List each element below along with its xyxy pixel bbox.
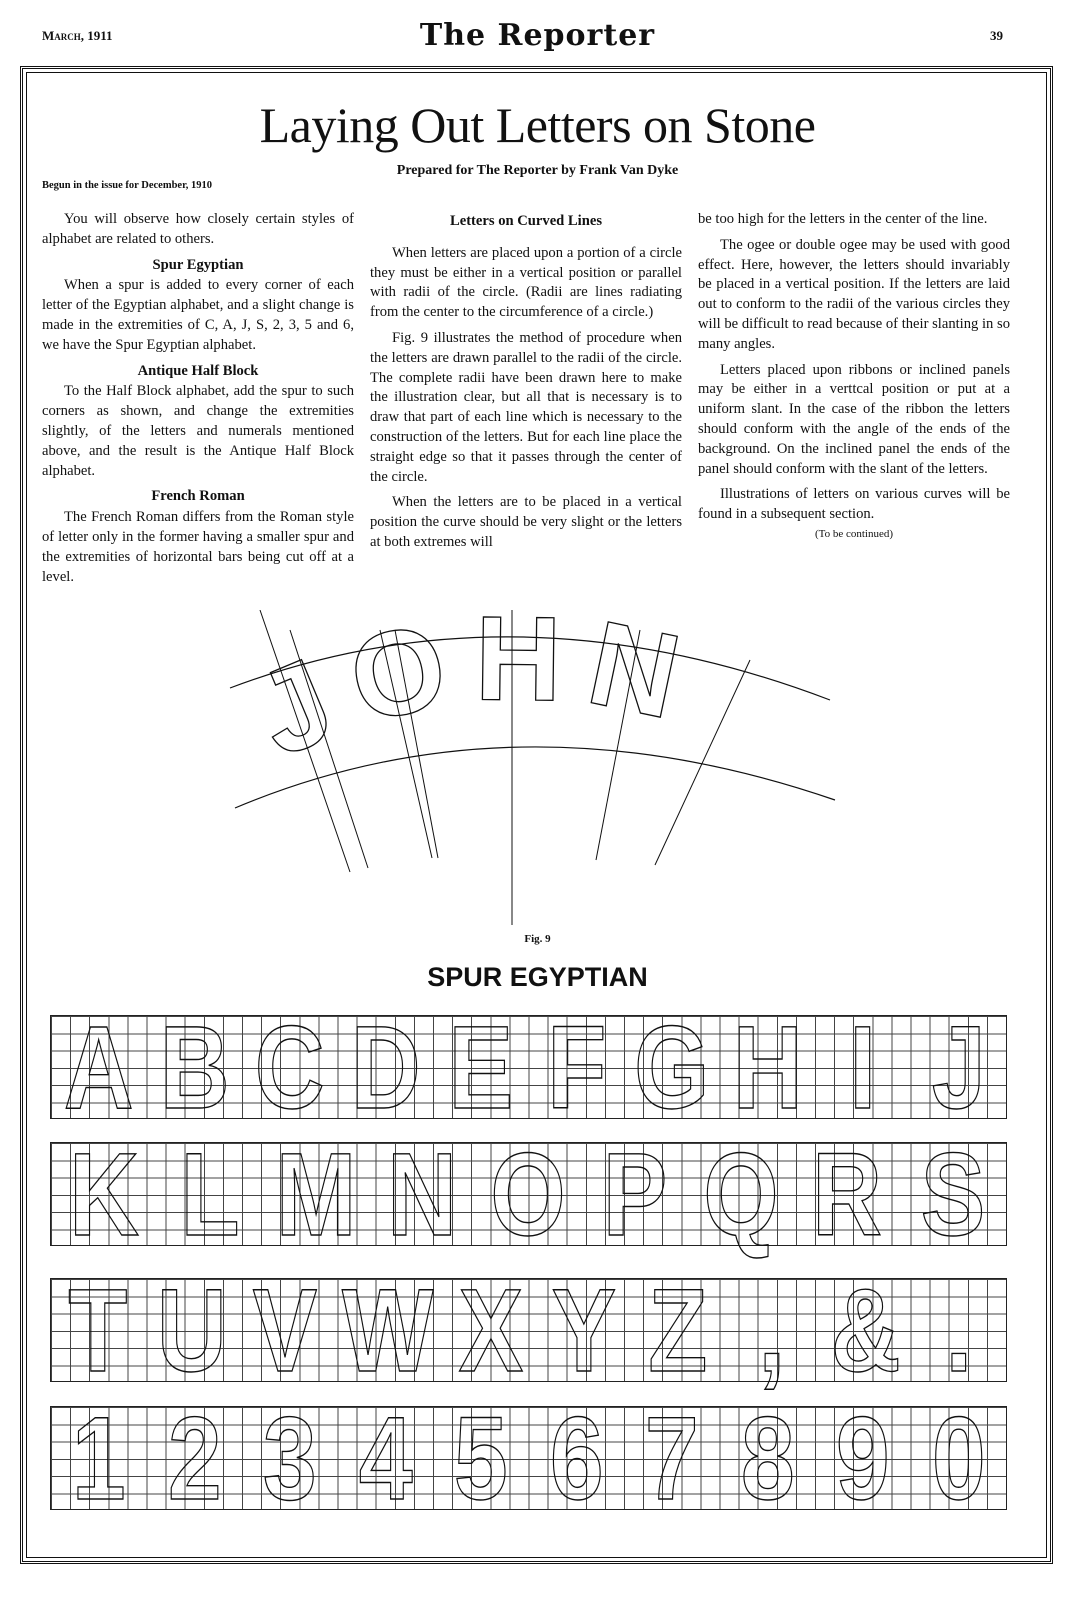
alphabet-row-1 bbox=[50, 1002, 1007, 1134]
column-3 bbox=[698, 210, 1010, 545]
paragraph: When a spur is added to every corner of each letter of the Egyptian alphabet, and a slight change is made in the extremities of C, A, J, S, 2, 3, 5 and 6, we have the Spur Egyptian alphabet. bbox=[42, 277, 354, 353]
alphabet-glyph: K bbox=[69, 1129, 139, 1261]
article-title: Laying Out Letters on Stone bbox=[259, 97, 816, 153]
paragraph: Fig. 9 illustrates the method of procedure when the letters are drawn parallel to the radii of the circle. The complete radii have been drawn here to make the illustration clear, but all that is necessary is to draw that part of each line which is necessary to the construction of the letters. But for each line place the straight edge so that it passes through the center of the circle. bbox=[370, 329, 682, 485]
paragraph: To the Half Block alphabet, add the spur to such corners as shown, and change the extremities slightly, of the letters and numerals mentioned above, and the result is the Antique Half Block alphabet. bbox=[42, 383, 354, 479]
alphabet-glyph: 1 bbox=[71, 1393, 126, 1525]
alphabet-glyph: Z bbox=[648, 1265, 708, 1397]
series-note: Begun in the issue for December, 1910 bbox=[42, 180, 213, 191]
alphabet-glyph: O bbox=[490, 1129, 567, 1261]
alphabet-glyph: C bbox=[254, 1002, 325, 1134]
alphabet-glyph: 4 bbox=[358, 1393, 413, 1525]
alphabet-glyph: I bbox=[849, 1002, 877, 1134]
alphabet-glyph: Q bbox=[703, 1129, 779, 1261]
alphabet-glyph: , bbox=[758, 1265, 786, 1397]
alphabet-glyph: J bbox=[931, 1002, 986, 1134]
paragraph: The ogee or double ogee may be used with good effect. Here, however, the letters should invariably be placed in a vertical position. If the letters are laid out to conform to the radii of the various circles they will be difficult to read because of their slanting in so many angles. bbox=[698, 236, 1010, 352]
alphabet-glyph: 3 bbox=[262, 1393, 317, 1525]
alphabet-glyph: F bbox=[546, 1002, 606, 1134]
alphabet-glyph: L bbox=[180, 1129, 240, 1261]
alphabet-glyph: D bbox=[350, 1002, 421, 1134]
issue-date: March, 1911 bbox=[42, 28, 113, 43]
column-1 bbox=[42, 210, 354, 593]
alphabet-row-3 bbox=[50, 1265, 1007, 1397]
continued-note: (To be continued) bbox=[814, 527, 894, 540]
alphabet-glyph: B bbox=[159, 1002, 230, 1134]
subheading: Antique Half Block bbox=[137, 362, 259, 379]
alphabet-glyph: . bbox=[945, 1265, 973, 1397]
figure-caption: Fig. 9 bbox=[524, 933, 551, 945]
figure-word-text: JOHN bbox=[237, 610, 712, 783]
alphabet-title: SPUR EGYPTIAN bbox=[427, 962, 648, 992]
column-2 bbox=[370, 210, 682, 559]
paragraph: be too high for the letters in the center of the line. bbox=[698, 211, 988, 227]
alphabet-glyph: P bbox=[602, 1129, 667, 1261]
page-number: 39 bbox=[990, 28, 1003, 43]
byline: Prepared for The Reporter by Frank Van Dyke bbox=[396, 163, 679, 178]
alphabet-glyph: T bbox=[68, 1265, 128, 1397]
alphabet-glyph: Y bbox=[551, 1265, 617, 1397]
subheading: French Roman bbox=[151, 488, 245, 505]
alphabet-glyph: W bbox=[342, 1265, 434, 1397]
figure-word bbox=[238, 610, 712, 782]
alphabet-glyph: 0 bbox=[931, 1393, 986, 1525]
alphabet-glyph: E bbox=[448, 1002, 514, 1134]
alphabet-glyph: 8 bbox=[740, 1393, 795, 1525]
alphabet-glyph: R bbox=[811, 1129, 882, 1261]
alphabet-glyph: S bbox=[920, 1129, 986, 1261]
alphabet-glyph: 9 bbox=[835, 1393, 890, 1525]
alphabet-glyph: V bbox=[253, 1265, 318, 1397]
subheading: Spur Egyptian bbox=[152, 256, 244, 273]
alphabet-glyph: A bbox=[63, 1002, 134, 1134]
figure-curved-letters bbox=[220, 610, 860, 930]
alphabet-glyph: & bbox=[830, 1265, 901, 1397]
paragraph: You will observe how closely certain styles of alphabet are related to others. bbox=[42, 211, 354, 247]
paragraph: When the letters are to be placed in a vertical position the curve should be very slight or the letters at both extremes will bbox=[370, 494, 682, 550]
masthead: The Reporter bbox=[419, 18, 656, 53]
alphabet-glyph: N bbox=[387, 1129, 458, 1261]
alphabet-glyph: 7 bbox=[644, 1393, 699, 1525]
paragraph: When letters are placed upon a portion of a circle they must be either in a vertical position or parallel with radii of the circle. (Radii are lines radiating from the center to the circumference of a circle.) bbox=[370, 244, 682, 321]
alphabet-glyph: X bbox=[458, 1265, 523, 1397]
alphabet-glyph: M bbox=[275, 1129, 357, 1261]
paragraph: Illustrations of letters on various curves will be found in a subsequent section. bbox=[698, 486, 1010, 523]
paragraph: Letters placed upon ribbons or inclined panels may be either in a verttcal position or put at a uniform slant. In the case of the ribbon the letters should conform with the angle of the ends of the background. On the inclined panel the ends of the panel should conform with the slant of the letters. bbox=[698, 361, 1010, 477]
alphabet-glyph: G bbox=[634, 1002, 710, 1134]
alphabet-glyph: H bbox=[732, 1002, 803, 1134]
paragraph: The French Roman differs from the Roman style of letter only in the former having a smaller spur and the extremities of horizontal bars being cut off at a level. bbox=[42, 509, 354, 585]
alphabet-row-2 bbox=[50, 1129, 1007, 1261]
alphabet-row-4 bbox=[50, 1393, 1007, 1525]
subheading: Letters on Curved Lines bbox=[449, 213, 602, 229]
alphabet-glyph: 5 bbox=[453, 1393, 508, 1525]
alphabet-glyph: U bbox=[156, 1265, 227, 1397]
alphabet-glyph: 6 bbox=[549, 1393, 604, 1525]
alphabet-glyph: 2 bbox=[167, 1393, 222, 1525]
